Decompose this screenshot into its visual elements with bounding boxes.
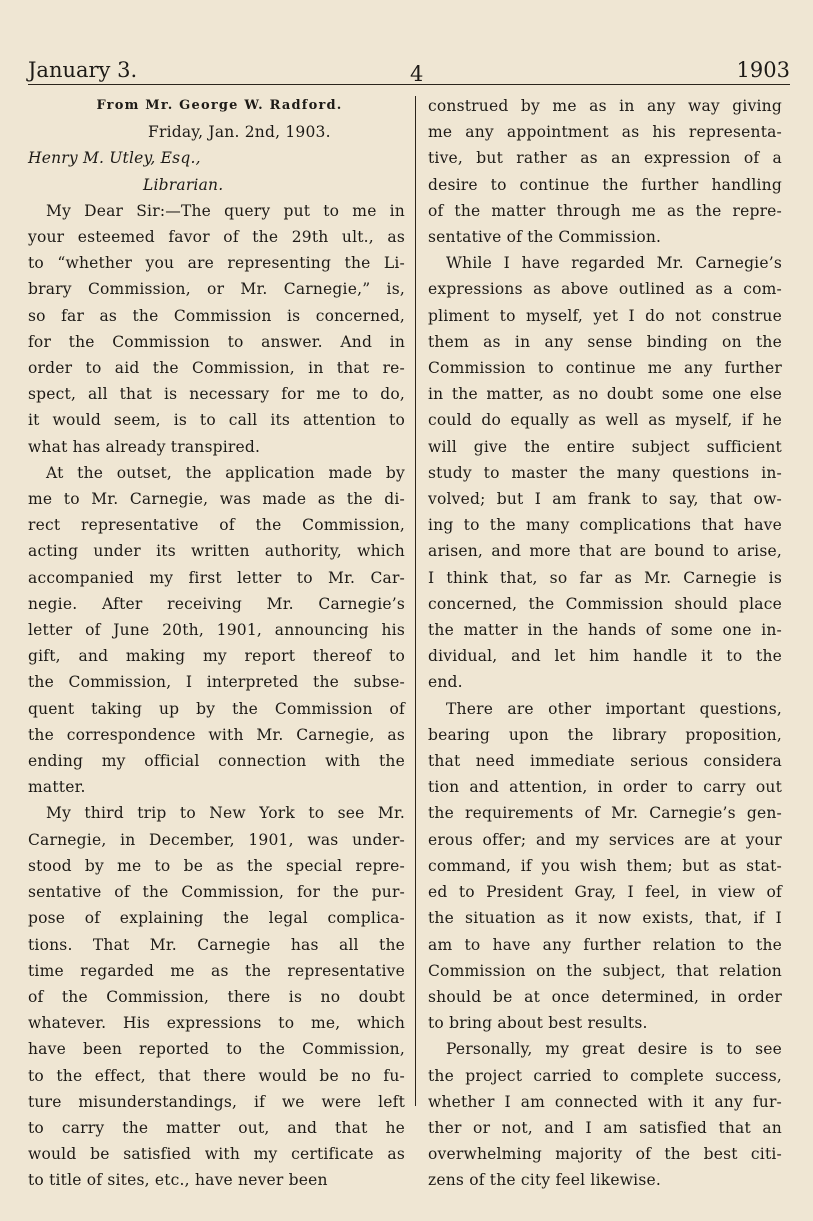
letter-heading: From Mr. George W. Radford.: [96, 98, 343, 113]
text-line: so far as the Commission is concerned,: [28, 306, 405, 325]
text-line: the requirements of Mr. Carnegie’s gen-: [428, 804, 782, 823]
text-line: in the matter, as no doubt some one else: [428, 385, 782, 404]
text-line: that need immediate serious considera: [428, 752, 782, 771]
text-line: of the Commission, there is no doubt: [28, 987, 405, 1006]
text-line: ture misunderstandings, if we were left: [28, 1092, 405, 1111]
text-line: There are other important questions,: [446, 699, 782, 718]
text-line: spect, all that is necessary for me to do,: [28, 385, 405, 404]
text-line: the matter in the hands of some one in-: [428, 621, 782, 640]
text-line: will give the entire subject sufficient: [428, 437, 782, 456]
text-line: should be at once determined, in order: [428, 987, 782, 1006]
text-line: to the effect, that there would be no fu-: [28, 1066, 405, 1085]
header-rule: [28, 84, 790, 85]
text-line: Carnegie, in December, 1901, was under-: [28, 830, 405, 849]
text-line: Commission on the subject, that relation: [428, 961, 782, 980]
text-line: Personally, my great desire is to see: [446, 1040, 782, 1059]
text-line: acting under its written authority, which: [28, 542, 405, 561]
text-line: me to Mr. Carnegie, was made as the di-: [28, 490, 405, 509]
text-line: negie. After receiving Mr. Carnegie’s: [28, 594, 405, 613]
letter-addressee: Henry M. Utley, Esq.,: [28, 149, 201, 168]
letter-date: Friday, Jan. 2nd, 1903.: [148, 123, 331, 142]
text-line: My third trip to New York to see Mr.: [46, 804, 405, 823]
text-line: matter.: [28, 778, 86, 797]
text-line: ed to President Gray, I feel, in view of: [428, 883, 782, 902]
text-line: letter of June 20th, 1901, announcing his: [28, 621, 405, 640]
text-line: ing to the many complications that have: [428, 516, 782, 535]
text-line: sentative of the Commission, for the pur-: [28, 883, 405, 902]
text-line: tion and attention, in order to carry out: [428, 778, 782, 797]
text-line: volved; but I am frank to say, that ow-: [428, 490, 782, 509]
header-year: 1903: [736, 58, 790, 82]
text-line: the project carried to complete success,: [428, 1066, 782, 1085]
text-line: desire to continue the further handling: [428, 175, 782, 194]
text-line: construed by me as in any way giving: [428, 97, 782, 115]
text-line: to “whether you are representing the Li-: [28, 254, 405, 273]
text-line: tions. That Mr. Carnegie has all the: [28, 935, 405, 954]
text-line: stood by me to be as the special repre-: [28, 856, 405, 875]
text-line: gift, and making my report thereof to: [28, 647, 405, 666]
text-line: expressions as above outlined as a com-: [428, 280, 782, 299]
text-line: erous offer; and my services are at your: [428, 830, 782, 849]
text-line: sentative of the Commission.: [428, 228, 662, 247]
text-line: your esteemed favor of the 29th ult., as: [28, 228, 405, 247]
text-line: have been reported to the Commission,: [28, 1040, 405, 1059]
page-number: 4: [410, 62, 424, 86]
text-line: Commission to continue me any further: [428, 359, 782, 378]
text-line: whether I am connected with it any fur-: [428, 1092, 782, 1111]
right-column-body: [428, 93, 782, 1194]
text-line: the correspondence with Mr. Carnegie, as: [28, 725, 405, 744]
page-header: [28, 58, 790, 84]
text-line: bearing upon the library proposition,: [428, 725, 782, 744]
text-line: quent taking up by the Commission of: [28, 699, 405, 718]
text-line: ther or not, and I am satisfied that an: [428, 1118, 782, 1137]
text-line: arisen, and more that are bound to arise,: [428, 542, 782, 561]
left-column-body: [28, 198, 405, 1194]
text-line: At the outset, the application made by: [46, 463, 405, 482]
right-column: [428, 93, 782, 1194]
text-line: end.: [428, 673, 463, 692]
text-line: could do equally as well as myself, if he: [428, 411, 782, 430]
text-line: My Dear Sir:—The query put to me in: [46, 201, 405, 220]
text-line: pose of explaining the legal complica-: [28, 909, 405, 928]
text-line: zens of the city feel likewise.: [428, 1171, 661, 1190]
text-line: While I have regarded Mr. Carnegie’s: [446, 254, 782, 273]
text-line: pliment to myself, yet I do not construe: [428, 306, 782, 325]
text-line: to bring about best results.: [428, 1014, 648, 1033]
left-column: [28, 93, 405, 1194]
text-line: brary Commission, or Mr. Carnegie,” is,: [28, 280, 405, 299]
column-divider: [415, 96, 416, 1106]
text-line: to title of sites, etc., have never been: [28, 1171, 328, 1190]
text-line: the Commission, I interpreted the subse-: [28, 673, 405, 692]
text-line: would be satisfied with my certificate as: [28, 1145, 405, 1164]
text-line: accompanied my first letter to Mr. Car-: [28, 568, 405, 587]
text-line: am to have any further relation to the: [428, 935, 782, 954]
text-line: command, if you wish them; but as stat-: [428, 856, 782, 875]
header-date: January 3.: [28, 58, 138, 82]
text-line: for the Commission to answer. And in: [28, 332, 405, 351]
text-line: what has already transpired.: [28, 437, 261, 456]
text-line: study to master the many questions in-: [428, 463, 782, 482]
text-line: overwhelming majority of the best citi-: [428, 1145, 782, 1164]
text-line: I think that, so far as Mr. Carnegie is: [428, 568, 782, 587]
text-line: me any appointment as his representa-: [428, 123, 782, 142]
text-line: concerned, the Commission should place: [428, 594, 782, 613]
text-line: whatever. His expressions to me, which: [28, 1014, 405, 1033]
text-line: the situation as it now exists, that, if I: [428, 909, 782, 928]
text-line: tive, but rather as an expression of a: [428, 149, 782, 168]
text-line: ending my official connection with the: [28, 752, 405, 771]
text-line: it would seem, is to call its attention to: [28, 411, 405, 430]
text-line: of the matter through me as the repre-: [428, 201, 782, 220]
text-line: to carry the matter out, and that he: [28, 1118, 405, 1137]
text-line: dividual, and let him handle it to the: [428, 647, 782, 666]
letter-addressee-title: Librarian.: [143, 175, 224, 194]
text-line: rect representative of the Commission,: [28, 516, 405, 535]
text-line: order to aid the Commission, in that re-: [28, 359, 405, 378]
text-line: time regarded me as the representative: [28, 961, 405, 980]
text-line: them as in any sense binding on the: [428, 332, 782, 351]
